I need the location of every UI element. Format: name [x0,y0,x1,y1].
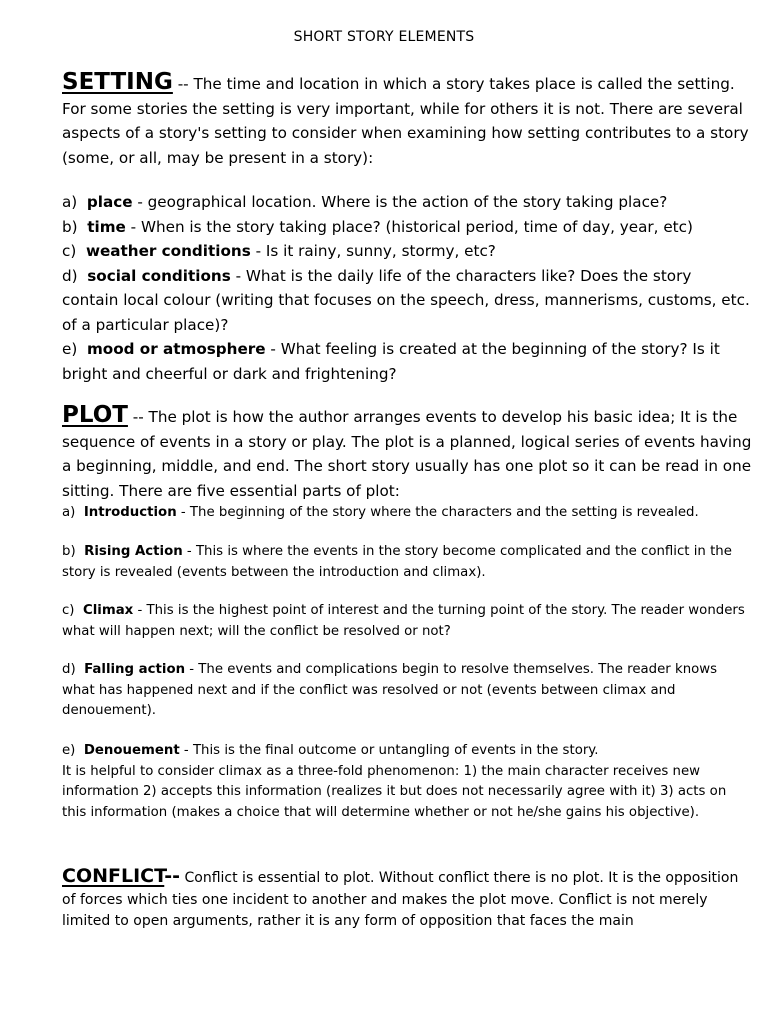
item-term: Falling action [84,662,186,677]
item-letter: d) [62,662,76,677]
item-letter: a) [62,505,76,520]
plot-item-introduction [62,503,752,524]
plot-item-d [62,660,752,722]
plot-heading: PLOT [62,402,128,428]
item-text: - When is the story taking place? (historical period, time of day, year, etc) [125,217,693,236]
item-letter: b) [62,544,76,559]
setting-intro-text: -- The time and location in which a story takes place is called the setting. For some stories the setting is very important, while for others it is not. There are several aspects of a story's setting to consider when examining how setting contributes to a story (some, or all, may be present in a story): [62,75,749,167]
item-letter: e) [62,340,78,358]
item-term: Climax [82,603,134,618]
plot-item-a [62,503,752,524]
item-text: - This is the final outcome or untangling of events in the story. [179,743,599,758]
item-term: Denouement [83,743,180,758]
item-letter: a) [62,193,78,211]
plot-intro-paragraph [62,403,752,503]
plot-section [62,403,752,503]
document-title: SHORT STORY ELEMENTS [293,29,475,45]
item-text: - geographical location. Where is the action of the story taking place? [132,193,668,211]
setting-intro-paragraph [62,70,752,170]
plot-item-denouement [62,741,752,823]
setting-item-place [62,190,752,215]
item-text: - The beginning of the story where the characters and the setting is revealed. [176,505,699,520]
item-letter: c) [62,242,77,260]
conflict-section [62,866,752,933]
plot-item-e [62,741,752,762]
conflict-dashes: -- [164,865,181,887]
item-letter: d) [62,266,78,285]
item-term: place [86,193,133,211]
setting-item-weather [62,239,752,264]
item-letter: b) [62,217,78,236]
item-term: time [87,217,126,236]
item-term: weather conditions [85,242,251,260]
plot-item-falling-action [62,660,752,722]
conflict-paragraph [62,866,752,933]
plot-item-c [62,601,752,642]
item-text: - What feeling is created at the beginning of the story? Is it bright and cheerful or dark and frightening? [62,340,720,383]
conflict-intro-text: Conflict is essential to plot. Without conflict there is no plot. It is the opposition of forces which ties one incident to another and makes the plot move. Conflict is not merely limited to open arguments, rather it is any form of opposition that faces the main [62,870,739,929]
item-letter: c) [62,603,75,618]
plot-item-b [62,542,752,583]
setting-heading: SETTING [62,69,173,95]
item-term: mood or atmosphere [86,340,266,358]
plot-item-rising-action [62,542,752,583]
plot-item-climax [62,601,752,642]
setting-item-social [62,264,752,338]
item-term: social conditions [87,266,231,285]
item-letter: e) [62,743,76,758]
climax-note: It is helpful to consider climax as a three-fold phenomenon: 1) the main character receives new information 2) accepts this information (realizes it but does not necessarily agree with it) 3) acts on this information (makes a choice that will determine whether or not he/she gains his objective). [62,763,727,820]
conflict-heading: CONFLICT [62,865,165,887]
item-text: - The events and complications begin to resolve themselves. The reader knows what has happened next and if the conflict was resolved or not (events between climax and denouement). [62,662,718,718]
item-term: Introduction [83,505,177,520]
item-text: - What is the daily life of the characters like? Does the story contain local colour (writing that focuses on the speech, dress, mannerisms, customs, etc. of a particular place)? [62,266,750,334]
item-text: - Is it rainy, sunny, stormy, etc? [250,242,496,260]
setting-item-time [62,215,752,240]
plot-intro-text: -- The plot is how the author arranges events to develop his basic idea; It is the sequence of events in a story or play. The plot is a planned, logical series of events having a beginning, middle, and end. The short story usually has one plot so it can be read in one sitting. There are five essential parts of plot: [62,408,752,500]
setting-section [62,70,752,170]
setting-item-mood [62,337,752,386]
item-text: - This is the highest point of interest and the turning point of the story. The reader wonders what will happen next; will the conflict be resolved or not? [62,603,745,639]
item-term: Rising Action [84,544,183,559]
item-text: - This is where the events in the story become complicated and the conflict in the story is revealed (events between the introduction and climax). [62,544,732,580]
setting-aspects-list [62,190,752,386]
